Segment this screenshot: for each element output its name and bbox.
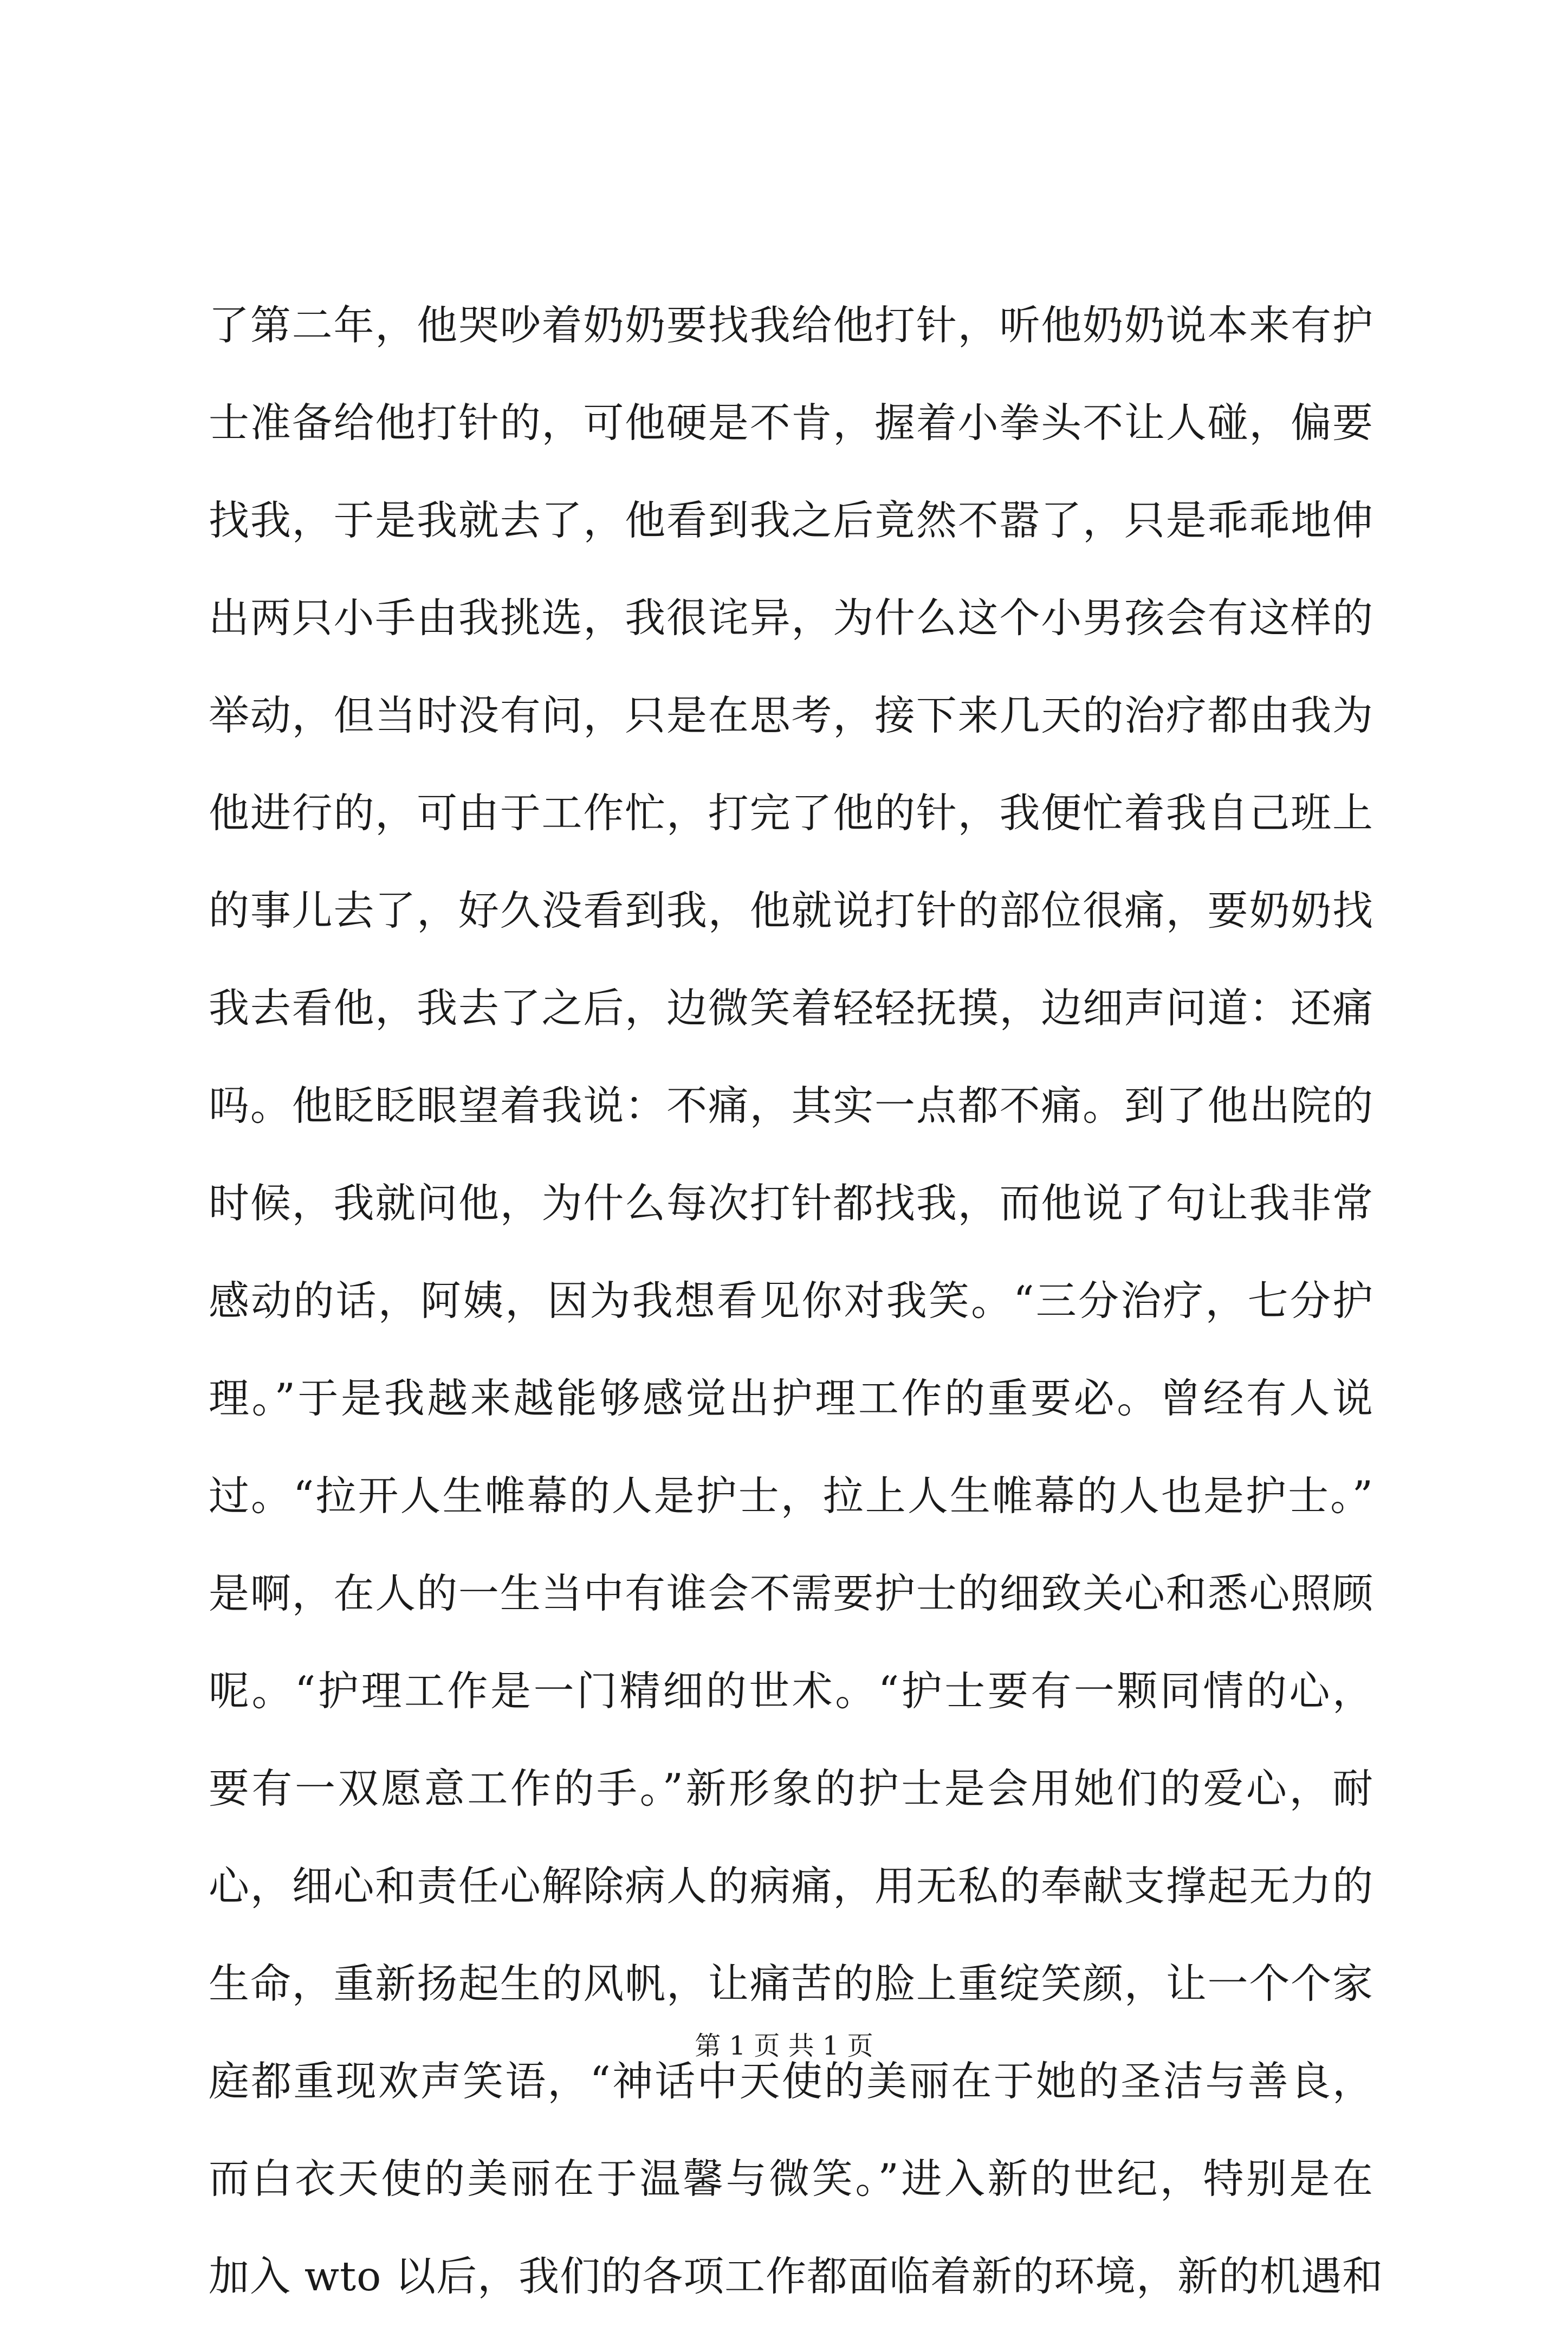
text-line: 要有一双愿意工作的手。”新形象的护士是会用她们的爱心，耐	[209, 1765, 1373, 1812]
text-line: 理。”于是我越来越能够感觉出护理工作的重要必。曾经有人说	[209, 1374, 1373, 1422]
text-line: 加入 wto 以后，我们的各项工作都面临着新的环境，新的机遇和	[209, 2252, 1384, 2300]
page-footer	[0, 2030, 1568, 2062]
text-line: 过。“拉开人生帷幕的人是护士，拉上人生帷幕的人也是护士。”	[209, 1472, 1373, 1520]
text-line: 生命，重新扬起生的风帆，让痛苦的脸上重绽笑颜，让一个个家	[209, 1960, 1373, 2007]
text-line: 是啊，在人的一生当中有谁会不需要护士的细致关心和悉心照顾	[209, 1570, 1373, 1617]
text-line: 而白衣天使的美丽在于温馨与微笑。”进入新的世纪，特别是在	[209, 2155, 1373, 2203]
text-line: 找我，于是我就去了，他看到我之后竟然不嚣了，只是乖乖地伸	[209, 496, 1373, 544]
text-line: 了第二年，他哭吵着奶奶要找我给他打针，听他奶奶说本来有护	[209, 301, 1373, 349]
text-line: 士准备给他打针的，可他硬是不肯，握着小拳头不让人碰，偏要	[209, 399, 1373, 447]
text-line: 庭都重现欢声笑语，“神话中天使的美丽在于她的圣洁与善良，	[209, 2057, 1373, 2105]
text-line: 时候，我就问他，为什么每次打针都找我，而他说了句让我非常	[209, 1179, 1373, 1227]
text-line: 举动，但当时没有问，只是在思考，接下来几天的治疗都由我为	[209, 692, 1373, 739]
text-line: 的事儿去了，好久没看到我，他就说打针的部位很痛，要奶奶找	[209, 887, 1373, 934]
text-line: 感动的话，阿姨，因为我想看见你对我笑。“三分治疗，七分护	[209, 1277, 1373, 1325]
text-line: 呢。“护理工作是一门精细的世术。“护士要有一颗同情的心，	[209, 1667, 1373, 1715]
text-line: 出两只小手由我挑选，我很诧异，为什么这个小男孩会有这样的	[209, 594, 1373, 642]
page-number-label: 第 1 页 共 1 页	[695, 2031, 873, 2061]
text-line: 心，细心和责任心解除病人的病痛，用无私的奉献支撑起无力的	[209, 1862, 1373, 1910]
text-line: 吗。他眨眨眼望着我说：不痛，其实一点都不痛。到了他出院的	[209, 1082, 1373, 1129]
body-text	[209, 276, 1384, 2325]
text-line: 我去看他，我去了之后，边微笑着轻轻抚摸，边细声问道：还痛	[209, 984, 1373, 1032]
text-line: 他进行的，可由于工作忙，打完了他的针，我便忙着我自己班上	[209, 789, 1373, 837]
